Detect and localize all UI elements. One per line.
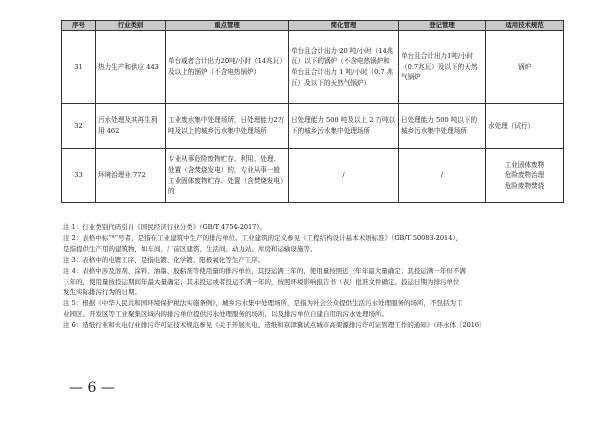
row-technical-spec: 工业固体废物 危险废物治理 危险废物焚烧 [486, 149, 564, 203]
header-number: 序号 [62, 21, 96, 31]
header-simplified-management: 简化管理 [289, 21, 399, 31]
note-line: 注 5：根据《中华人民共和国环境保护税法实施条例》，城乡污水集中处理场所，是指为社会公众提供生活污水处理服务的场所，不包括为工 [63, 299, 463, 308]
header-key-management: 重点管理 [166, 21, 289, 31]
table-header-row [62, 21, 564, 31]
row-registration-management: / [399, 149, 486, 203]
row-number: 33 [62, 149, 96, 203]
row-category: 污水处理及其再生利用 462 [96, 104, 166, 149]
row-key-management: 专业从事危险废物贮存、利用、处理、处置（含焚烧发电）的，专业从事一般工业固体废物贮存、处置（含焚烧发电）的 [166, 149, 289, 203]
table-row [62, 31, 564, 104]
row-technical-spec: 锅炉 [486, 31, 564, 104]
note-line: 注 6：造纸行业和火电行业排污许可证技术规范参见《关于开展火电、造纸和京津冀试点城市高架源排污许可证管理工作的通知》（环水体〔2016〕 [63, 321, 486, 330]
note-line: 注 1：行业类别代码引自《国民经济行业分类》（GB/T 4754-2017）。 [63, 223, 267, 231]
note-line: 是指提供生产用的建筑物，如车间、厂前区建筑、生活间、动力站、库房和运输设施等。 [63, 244, 317, 253]
permit-table [61, 20, 564, 203]
header-technical-spec: 适用技术规范 [486, 21, 564, 31]
table-row [62, 149, 564, 203]
row-registration-management: 日处理能力 500 吨以下的城乡污水集中处理场所 [399, 104, 486, 149]
row-category: 环境治理业 772 [96, 149, 166, 203]
header-registration-management: 登记管理 [399, 21, 486, 31]
row-simplified-management: 单台且合计出力 20 吨/小时（14兆瓦）以下的锅炉（不含电热锅炉和单台且合计出力 1 吨/小时（0.7 兆瓦）及以下的天然气锅炉） [289, 31, 399, 104]
row-key-management: 工业废水集中处理场所，日处理能力2万吨及以上的城乡污水集中处理场所 [166, 104, 289, 149]
note-line: 注 2：表格中标“*”号者，是指在工业建筑中生产的排污单位。工业建筑的定义参见《工程结构设计基本术语标准》（GB/T 50083-2014）， [63, 233, 463, 242]
table-row [62, 104, 564, 149]
note-line: 发生实际排污行为的日期。 [63, 288, 141, 297]
row-technical-spec: 水处理（试行） [486, 104, 564, 149]
notes-section [63, 222, 563, 331]
row-registration-management: 单台且合计出力1吨/小时（0.7兆瓦）及以下的天然气锅炉 [399, 31, 486, 104]
row-simplified-management: 日处理能力 500 吨及以上 2 万吨以下的城乡污水集中处理场所 [289, 104, 399, 149]
note-line: 业园区、开发区等工业聚集区域内的排污单位提供污水处理服务的场所，以及排污单位自建自用的污水处理场所。 [63, 310, 388, 319]
note-line: 三年的，使用量按投运期间年最大量确定；其未投运或者投运不满一年的，按照环境影响报告书（表）批准文件确定。投运日期为排污单位 [63, 277, 460, 286]
header-category: 行业类别 [96, 21, 166, 31]
page-number: — 6 — [69, 380, 115, 396]
row-category: 热力生产和供应 443 [96, 31, 166, 104]
row-number: 32 [62, 104, 96, 149]
note-line: 注 3：表格中的电镀工序，是指电镀、化学镀、阳极氧化等生产工序。 [63, 255, 265, 264]
row-number: 31 [62, 31, 96, 104]
row-simplified-management: / [289, 149, 399, 203]
row-key-management: 单台或者合计出力20吨/小时（14兆瓦）及以上的锅炉（不含电热锅炉） [166, 31, 289, 104]
note-line: 注 4：表格中涉及溶剂、涂料、油墨、胶粘剂等使用量的排污单位，其投运满三年的，使用量按照近三年年最大量确定；其投运满一年但不满 [63, 266, 466, 275]
